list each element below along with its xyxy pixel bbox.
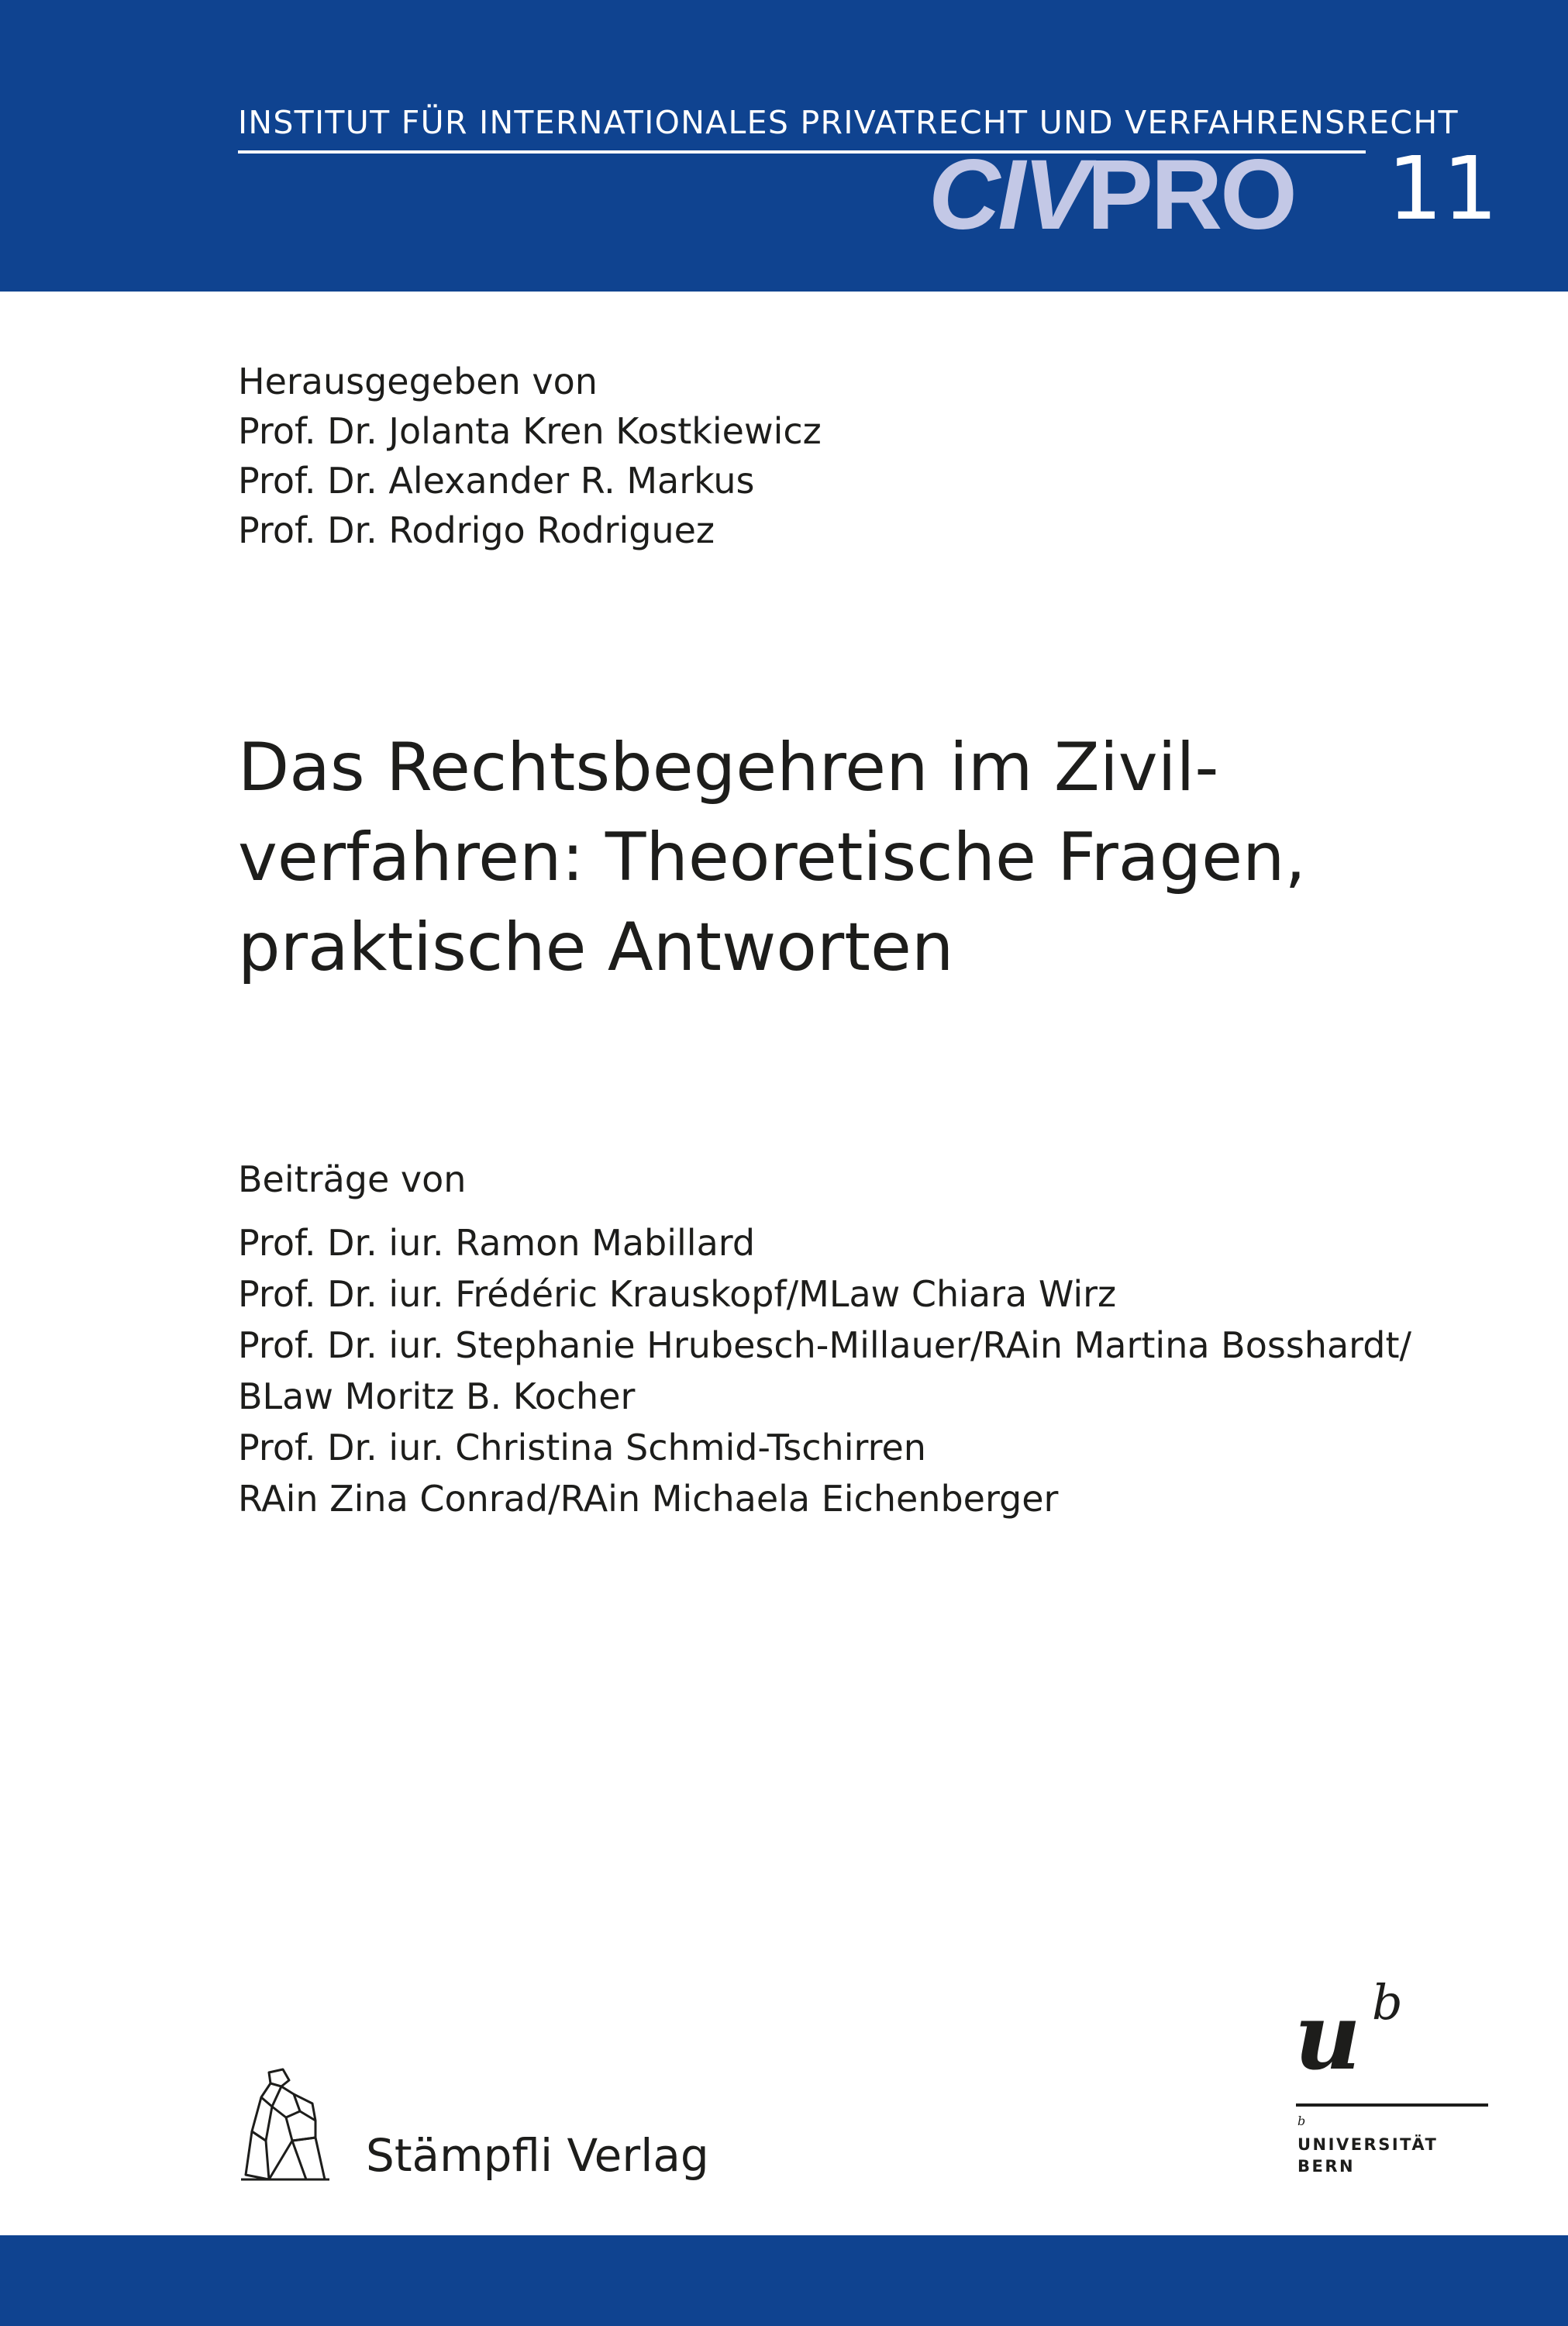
editor-name: Prof. Dr. Alexander R. Markus [238,460,755,502]
series-number: 11 [1387,139,1498,240]
title-line: Das Rechtsbegehren im Zivil- [238,729,1219,806]
institute-name: INSTITUT FÜR INTERNATIONALES PRIVATRECHT UND VERFAHRENSRECHT [238,104,1459,141]
book-title [238,723,1306,992]
contributors-label: Beiträge von [238,1158,467,1200]
unibe-mark-b: b [1372,1974,1403,2031]
university-small-b: b [1297,2114,1306,2128]
university-line: UNIVERSITÄT [1297,2135,1439,2154]
footer-band [0,2235,1568,2326]
university-rule [1296,2103,1488,2107]
contributor-name: Prof. Dr. iur. Frédéric Krauskopf/MLaw Chiara Wirz [238,1273,1117,1315]
header-band [0,0,1568,292]
contributors-block [238,1154,1411,1524]
title-line: verfahren: Theoretische Fragen, [238,819,1306,896]
contributor-name: BLaw Moritz B. Kocher [238,1375,636,1417]
university-line: BERN [1297,2157,1356,2176]
editor-name: Prof. Dr. Jolanta Kren Kostkiewicz [238,410,822,452]
series-logo-pro: PRO [1087,140,1295,250]
contributor-name: Prof. Dr. iur. Christina Schmid-Tschirren [238,1427,926,1468]
contributor-name: Prof. Dr. iur. Stephanie Hrubesch-Millauer/RAin Martina Bosshardt/ [238,1324,1411,1366]
series-logo [929,140,1295,250]
editors-block [238,357,822,555]
series-logo-civ: CIV [929,140,1087,250]
contributor-name: Prof. Dr. iur. Ramon Mabillard [238,1222,756,1264]
university-name [1297,2134,1438,2177]
university-logo-mark [1291,1969,1408,2078]
editor-name: Prof. Dr. Rodrigo Rodriguez [238,509,715,551]
editors-label: Herausgegeben von [238,361,598,402]
publisher-name: Stämpfli Verlag [366,2129,709,2182]
title-line: praktische Antworten [238,909,954,986]
contributor-name: RAin Zina Conrad/RAin Michaela Eichenberger [238,1478,1059,1520]
publisher-figure-icon [238,2066,333,2183]
unibe-mark-u: u [1294,1983,1361,2078]
